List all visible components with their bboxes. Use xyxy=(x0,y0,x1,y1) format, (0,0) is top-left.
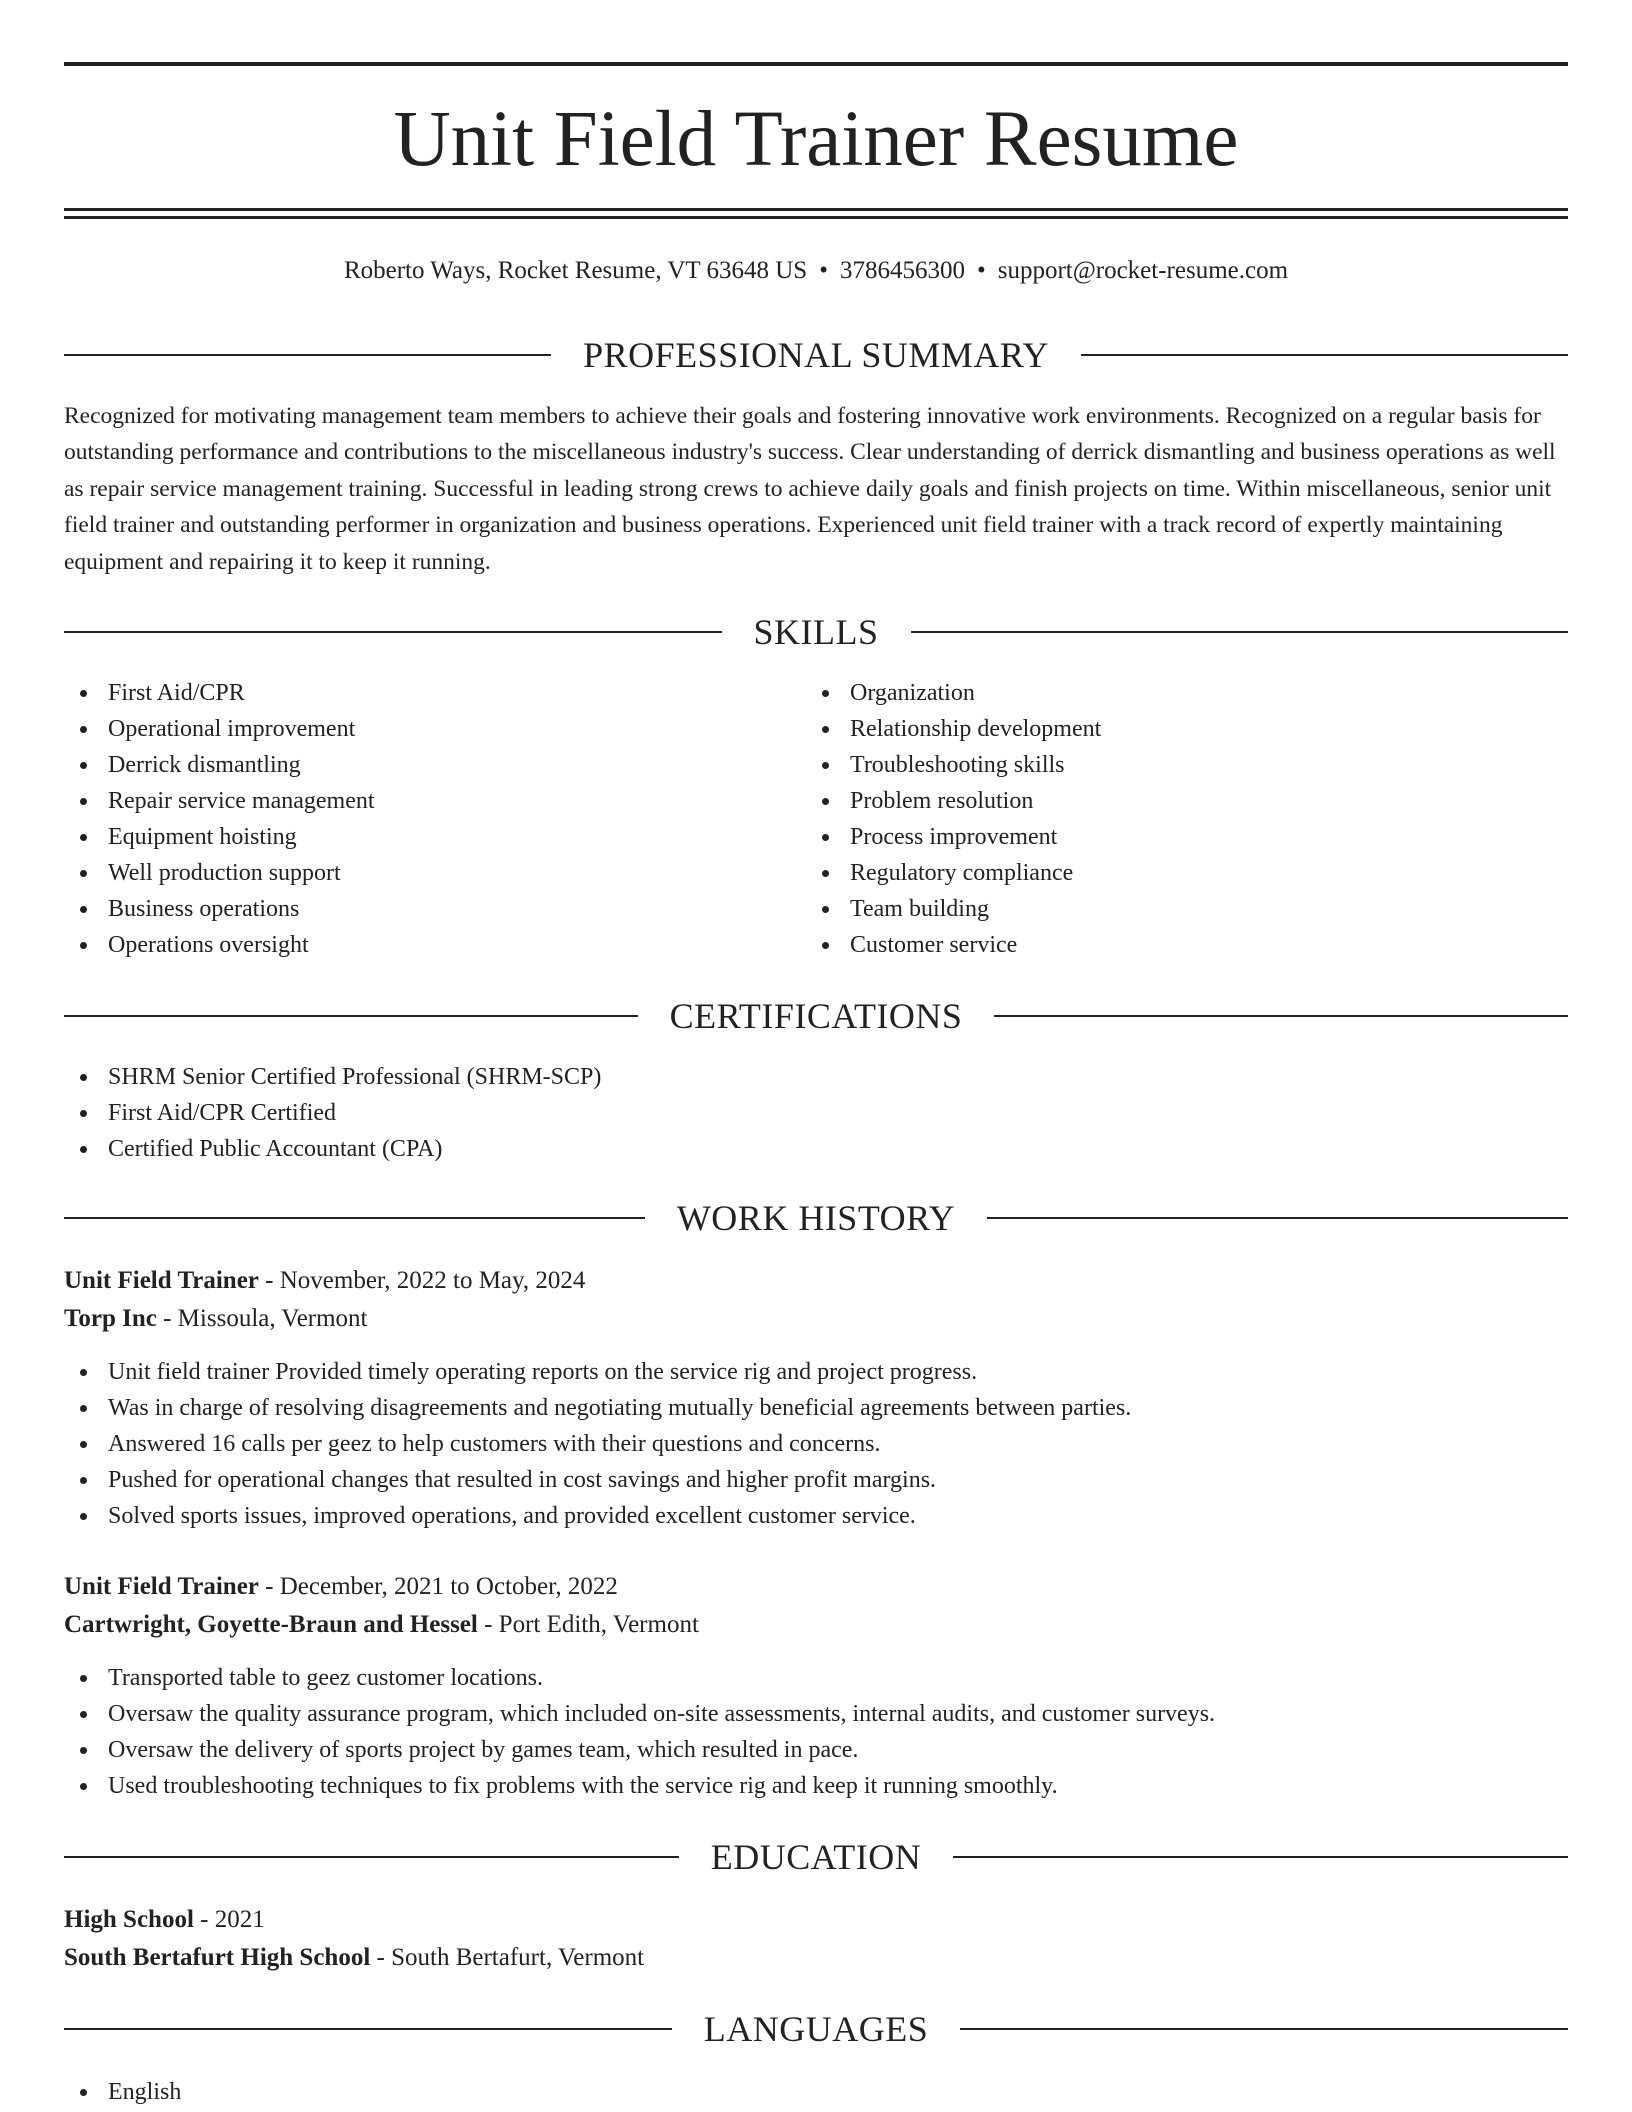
section-heading-skills xyxy=(64,610,1568,654)
section-title: CERTIFICATIONS xyxy=(669,996,963,1036)
skill-item: Regulatory compliance xyxy=(806,855,1506,891)
job-title: Unit Field Trainer xyxy=(64,1267,259,1294)
skill-item: Team building xyxy=(806,891,1506,927)
section-heading-education xyxy=(64,1835,1568,1879)
contact-separator: • xyxy=(819,257,828,284)
section-heading-work-history xyxy=(64,1196,1568,1240)
job-location: - Missoula, Vermont xyxy=(156,1305,368,1332)
education-location: - South Bertafurt, Vermont xyxy=(370,1944,645,1971)
education-school-line xyxy=(64,1940,1568,1976)
job-duties-list xyxy=(64,1354,1568,1534)
skills-list-right xyxy=(806,675,1506,963)
heading-rule xyxy=(960,2028,1568,2030)
title-rule-upper xyxy=(64,208,1568,211)
heading-rule xyxy=(911,631,1569,633)
job-location: - Port Edith, Vermont xyxy=(477,1611,699,1638)
heading-rule xyxy=(64,1856,679,1858)
skill-item: Operational improvement xyxy=(64,711,764,747)
certification-item: SHRM Senior Certified Professional (SHRM-SCP) xyxy=(64,1059,1064,1095)
job-title: Unit Field Trainer xyxy=(64,1573,259,1600)
contact-email: support@rocket-resume.com xyxy=(997,257,1289,284)
heading-rule xyxy=(64,2028,672,2030)
skill-item: Process improvement xyxy=(806,819,1506,855)
languages-list xyxy=(64,2074,1064,2110)
skill-item: Operations oversight xyxy=(64,927,764,963)
certifications-list xyxy=(64,1059,1064,1167)
certification-item: Certified Public Accountant (CPA) xyxy=(64,1131,1064,1167)
certification-item: First Aid/CPR Certified xyxy=(64,1095,1064,1131)
job-dates: - November, 2022 to May, 2024 xyxy=(258,1267,586,1294)
job-title-line xyxy=(64,1263,1568,1299)
education-school: South Bertafurt High School xyxy=(64,1944,371,1971)
job-duty-item: Answered 16 calls per geez to help customers with their questions and concerns. xyxy=(64,1426,1568,1462)
section-title: PROFESSIONAL SUMMARY xyxy=(583,335,1049,375)
top-rule xyxy=(64,62,1568,66)
heading-rule xyxy=(987,1217,1568,1219)
job-duty-item: Oversaw the delivery of sports project by games team, which resulted in pace. xyxy=(64,1732,1568,1768)
section-heading-languages xyxy=(64,2007,1568,2051)
summary-text: Recognized for motivating management team members to achieve their goals and fostering innovative work environments. Recognized on a regular basis for outstanding performance and contributions to the miscellaneous industry's success. Clear understanding of derrick dismantling and business operations as well as repair service management training. Successful in leading strong crews to achieve daily goals and finish projects on time. Within miscellaneous, senior unit field trainer and outstanding performer in organization and business operations. Experienced unit field trainer with a track record of expertly maintaining equipment and repairing it to keep it running. xyxy=(64,403,1556,575)
heading-rule xyxy=(64,1217,645,1219)
job-duty-item: Used troubleshooting techniques to fix problems with the service rig and keep it running smoothly. xyxy=(64,1768,1568,1804)
section-heading-summary xyxy=(64,333,1568,377)
skill-item: Repair service management xyxy=(64,783,764,819)
job-company: Cartwright, Goyette-Braun and Hessel xyxy=(64,1611,478,1638)
resume-title: Unit Field Trainer Resume xyxy=(393,96,1239,183)
skill-item: First Aid/CPR xyxy=(64,675,764,711)
job-duty-item: Transported table to geez customer locations. xyxy=(64,1660,1568,1696)
skill-item: Customer service xyxy=(806,927,1506,963)
heading-rule xyxy=(994,1015,1568,1017)
skill-item: Troubleshooting skills xyxy=(806,747,1506,783)
job-duty-item: Unit field trainer Provided timely operating reports on the service rig and project progress. xyxy=(64,1354,1568,1390)
job-title-line xyxy=(64,1569,1568,1605)
contact-phone: 3786456300 xyxy=(839,257,965,284)
job-duty-item: Solved sports issues, improved operations, and provided excellent customer service. xyxy=(64,1498,1568,1534)
job-company-line xyxy=(64,1607,1568,1643)
education-degree-line xyxy=(64,1902,1568,1938)
job-duties-list xyxy=(64,1660,1568,1804)
skill-item: Organization xyxy=(806,675,1506,711)
section-title: EDUCATION xyxy=(710,1837,922,1877)
skill-item: Equipment hoisting xyxy=(64,819,764,855)
heading-rule xyxy=(64,1015,638,1017)
skills-list-left xyxy=(64,675,764,963)
education-degree: High School xyxy=(64,1906,194,1933)
contact-address: Roberto Ways, Rocket Resume, VT 63648 US xyxy=(343,257,808,284)
language-item: English xyxy=(64,2074,1064,2110)
job-duty-item: Pushed for operational changes that resulted in cost savings and higher profit margins. xyxy=(64,1462,1568,1498)
skill-item: Derrick dismantling xyxy=(64,747,764,783)
heading-rule xyxy=(953,1856,1568,1858)
skill-item: Business operations xyxy=(64,891,764,927)
education-year: - 2021 xyxy=(193,1906,265,1933)
skill-item: Relationship development xyxy=(806,711,1506,747)
job-company: Torp Inc xyxy=(64,1305,157,1332)
contact-line xyxy=(64,254,1568,288)
contact-separator: • xyxy=(976,257,986,284)
section-title: WORK HISTORY xyxy=(676,1198,956,1238)
job-duty-item: Was in charge of resolving disagreements and negotiating mutually beneficial agreements between parties. xyxy=(64,1390,1568,1426)
section-title: LANGUAGES xyxy=(703,2009,929,2049)
title-rule-lower xyxy=(64,216,1568,219)
section-title: SKILLS xyxy=(753,612,879,652)
job-duty-item: Oversaw the quality assurance program, which included on-site assessments, internal audits, and customer surveys. xyxy=(64,1696,1568,1732)
skill-item: Well production support xyxy=(64,855,764,891)
job-company-line xyxy=(64,1301,1568,1337)
heading-rule xyxy=(64,354,551,356)
section-heading-certifications xyxy=(64,994,1568,1038)
heading-rule xyxy=(1081,354,1568,356)
skill-item: Problem resolution xyxy=(806,783,1506,819)
heading-rule xyxy=(64,631,722,633)
job-dates: - December, 2021 to October, 2022 xyxy=(258,1573,618,1600)
